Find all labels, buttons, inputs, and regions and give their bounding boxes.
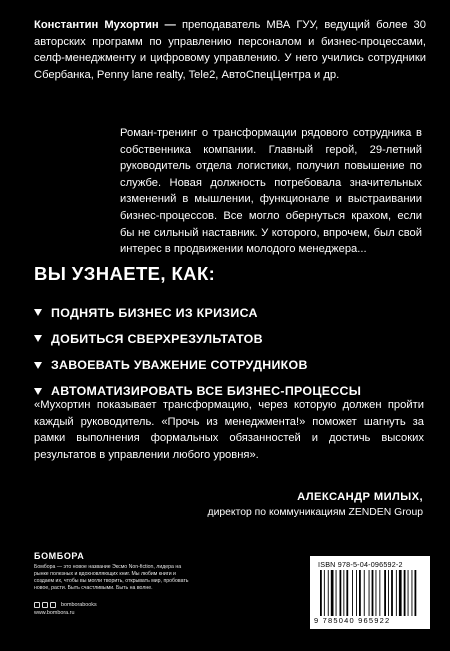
triangle-down-icon: [34, 388, 42, 395]
learn-item: [34, 326, 361, 351]
triangle-down-icon: [34, 309, 42, 316]
learn-item-label: ЗАВОЕВАТЬ УВАЖЕНИЕ СОТРУДНИКОВ: [51, 358, 308, 373]
endorsement-quote: «Мухортин показывает трансформацию, через которую должен пройти каждый руководитель. «Прочь из менеджмента!» поможет шагнуть за рамки выполнения формальных обязанностей и достичь высоких результатов в управлении любого уровня».: [34, 399, 424, 461]
book-synopsis: Роман-тренинг о трансформации рядового сотрудника в собственника компании. Главный герой, 29-летний руководитель отдела логистики, получил повышение по службе. Новая должность потребовала значительных изменений в мышлении, функционале и выстраивании бизнес-процессов. Все могло обернуться крахом, если бы не сильный наставник. У которого, впрочем, был свой интерес в продвижении молодого менеджера...: [120, 127, 422, 256]
learn-item: [34, 353, 361, 378]
learn-item-label: ДОБИТЬСЯ СВЕРХРЕЗУЛЬТАТОВ: [51, 331, 263, 346]
barcode-icon: [320, 570, 420, 616]
facebook-icon: [34, 602, 40, 608]
author-name: Константин Мухортин —: [34, 19, 176, 31]
triangle-down-icon: [34, 335, 42, 342]
learn-item: [34, 300, 361, 325]
triangle-down-icon: [34, 362, 42, 369]
author-bio-text: преподаватель МВА ГУУ, ведущий более 30 авторских программ по управлению персоналом и бизнес-процессами, селф-менеджменту и цифровому управлению. У него учились сотрудники Сбербанка, Penny lane realty, Tele2, АвтоСпецЦентра и др.: [34, 19, 426, 81]
social-handle: bomborabooks: [61, 602, 97, 608]
publisher-website: www.bombora.ru: [34, 610, 75, 616]
quote-author-role: директор по коммуникациям ZENDEN Group: [207, 507, 423, 518]
author-bio: [34, 17, 426, 83]
barcode-box: [310, 556, 430, 629]
instagram-icon: [50, 602, 56, 608]
publisher-blurb: Бомбора — это новое название Эксмо Non-fiction, лидера на рынке полезных и вдохновляющих книг. Мы любим книги и создаем их, чтобы вы могли творить, открывать мир, пробовать новое, расти. Быть счастливыми. Быть на волне.: [34, 564, 189, 591]
social-links: [34, 602, 97, 608]
learn-heading: ВЫ УЗНАЕТЕ, КАК:: [34, 263, 216, 284]
quote-author: АЛЕКСАНДР МИЛЫХ,: [297, 491, 423, 503]
vk-icon: [42, 602, 48, 608]
barcode-digits: 9 785040 965922: [314, 616, 391, 625]
isbn-number: ISBN 978-5-04-096592-2: [318, 560, 403, 569]
publisher-logo: БОМБОРА: [34, 551, 85, 561]
learn-list: [34, 300, 361, 405]
learn-item-label: ПОДНЯТЬ БИЗНЕС ИЗ КРИЗИСА: [51, 305, 258, 320]
learn-item-label: АВТОМАТИЗИРОВАТЬ ВСЕ БИЗНЕС-ПРОЦЕССЫ: [51, 384, 362, 399]
